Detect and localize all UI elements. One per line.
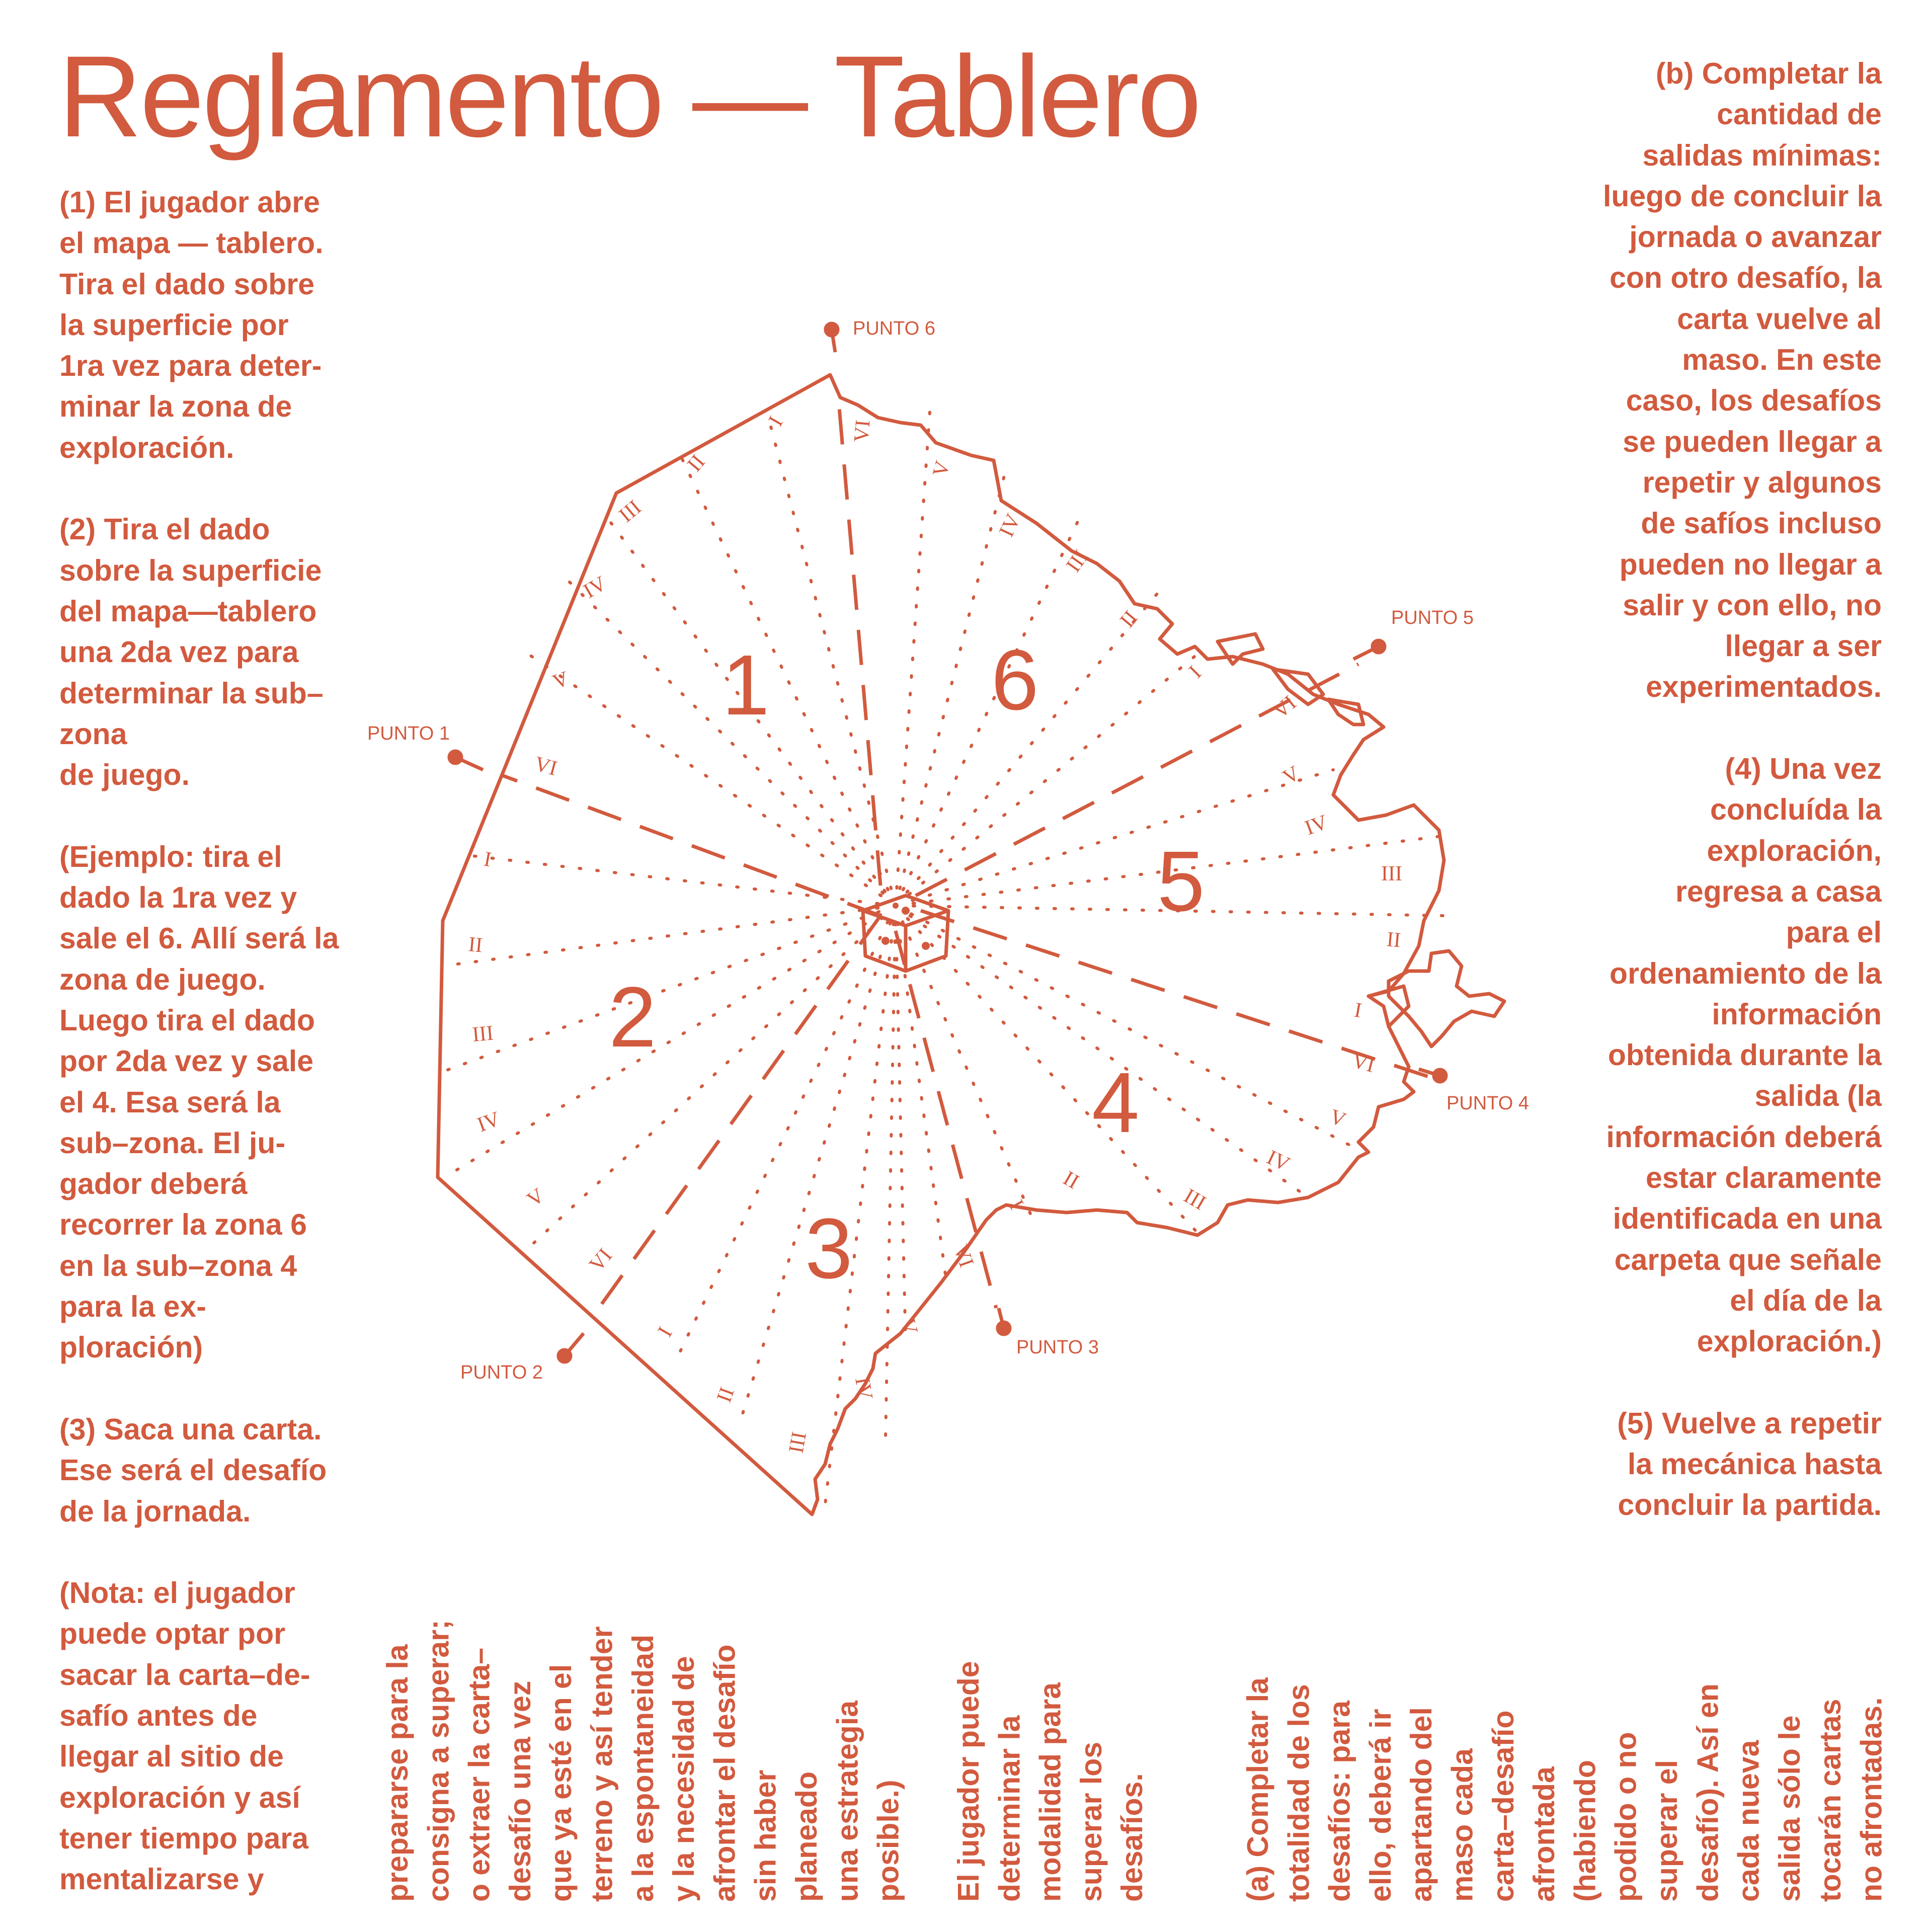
subzone-label: IV bbox=[995, 510, 1025, 541]
rules-right-column: (b) Completar la cantidad de salidas mínimas: luego de concluir la jornada o avanzar con otro desafío, la carta vuelve al maso. En este caso, los desafíos se pueden llegar a repetir y algunos de safíos incluso pueden no llegar a salir y con ello, no llegar a ser experimentados. (4) Una vez concluída la exploración, regresa a casa para el ordenamiento de la información obtenida durante la salida (la información deberá estar claramente identificada en una carpeta que señale el día de la exploración.) (5) Vuelve a repetir la mecánica hasta concluir la partida. bbox=[1602, 57, 1882, 1522]
subzone-label: II bbox=[467, 933, 484, 957]
subzone-label: VI bbox=[1349, 1049, 1378, 1078]
subzone-label: III bbox=[614, 496, 646, 527]
subzone-label: I bbox=[764, 412, 788, 430]
subzone-label: VI bbox=[585, 1244, 617, 1276]
subzone-label: II bbox=[1115, 606, 1143, 632]
subzone-label: IV bbox=[1263, 1146, 1294, 1176]
subzone-label: I bbox=[1352, 998, 1364, 1023]
subzone-label: IV bbox=[850, 1375, 877, 1402]
rules-left-column: (1) El jugador abre el mapa — tablero. Tira el dado sobre la superficie por 1ra vez para deter- minar la zona de exploración. (2) Tira el dado sobre la superficie del mapa—tablero una 2da vez para determinar la sub– zona de juego. (Ejemplo: tira el dado la 1ra vez y sale el 6. Allí será la zona de juego. Luego tira el dado por 2da vez y sale el 4. Esa será la sub–zona. El ju- gador deberá recorrer la zona 6 en la sub–zona 4 para la ex- ploración) (3) Saca una carta. Ese será el desafío de la jornada. (Nota: el jugador puede optar por sacar la carta–de- safío antes de llegar al sitio de exploración y así tener tiempo para mentalizarse y bbox=[59, 186, 339, 1896]
punto-4-label: PUNTO 4 bbox=[1446, 1093, 1530, 1114]
punto-6-label: PUNTO 6 bbox=[853, 318, 936, 339]
subzone-label: I bbox=[1004, 1196, 1028, 1214]
vertical-text-option-a: (a) Completar la totalidad de los desafíos: para ello, deberá ir apartando del maso cada carta–desafío afrontada (habiendo podido o no superar el desafío). Así en cada nueva salida sólo le tocarán cartas no afrontadas. bbox=[1241, 1677, 1888, 1902]
subzone-label: V bbox=[523, 1184, 549, 1212]
punto-3-label: PUNTO 3 bbox=[1016, 1337, 1099, 1358]
zone-separator-6 bbox=[838, 390, 880, 886]
subzone-label: IV bbox=[1302, 811, 1331, 840]
subzone-label: V bbox=[549, 667, 572, 694]
zone-separator-1 bbox=[501, 775, 880, 916]
punto-1-marker bbox=[449, 751, 461, 763]
subzone-label: V bbox=[928, 458, 955, 479]
subzone-label: V bbox=[1279, 761, 1304, 789]
subzone-label: III bbox=[1180, 1184, 1210, 1215]
zone-4-label: 4 bbox=[1092, 1055, 1140, 1151]
zone-5-label: 5 bbox=[1157, 834, 1205, 929]
zone-2-label: 2 bbox=[609, 970, 657, 1065]
subzone-label: I bbox=[653, 1323, 677, 1341]
subzone-label: III bbox=[471, 1021, 495, 1046]
punto-6-marker bbox=[826, 324, 838, 336]
subzone-label: I bbox=[1184, 661, 1206, 683]
board-outline bbox=[438, 375, 1444, 1514]
zone-3-label: 3 bbox=[805, 1201, 853, 1297]
zone-6-label: 6 bbox=[991, 632, 1039, 728]
punto-4-marker bbox=[1434, 1070, 1446, 1082]
page-title: Reglamento — Tablero bbox=[58, 32, 1200, 161]
subzone-label: IV bbox=[474, 1107, 504, 1137]
subzone-label: III bbox=[784, 1430, 812, 1455]
subzone-label: V bbox=[896, 1316, 922, 1337]
subzone-label: I bbox=[482, 847, 494, 872]
subzone-label: II bbox=[1059, 1166, 1083, 1194]
subzone-label: III bbox=[1062, 545, 1093, 577]
punto-2-label: PUNTO 2 bbox=[460, 1362, 543, 1383]
subzone-label: VI bbox=[1268, 691, 1301, 723]
punto-3-marker bbox=[998, 1322, 1010, 1334]
subzone-label: V bbox=[1326, 1105, 1349, 1132]
subzone-label: VI bbox=[850, 419, 875, 443]
vertical-text-note-continuation: prepararse para la consigna a superar; o extraer la carta– desafío una vez que ya esté en el terreno y así tender a la espontaneidad y la necesidad de afrontar el desafío sin haber planeado una estrategia posible.) bbox=[381, 1620, 905, 1902]
punto-1-label: PUNTO 1 bbox=[367, 723, 450, 744]
zone-1-label: 1 bbox=[722, 637, 770, 733]
subzone-label: II bbox=[1386, 928, 1402, 952]
subzone-label: VI bbox=[948, 1241, 978, 1271]
punto-2-marker bbox=[558, 1350, 571, 1362]
punto-5-marker bbox=[1373, 640, 1385, 653]
punto-5-label: PUNTO 5 bbox=[1391, 607, 1474, 628]
vertical-text-modality: El jugador puede determinar la modalidad para superar los desafíos. bbox=[952, 1661, 1149, 1902]
subzone-label: IV bbox=[580, 572, 611, 603]
subzone-label: VI bbox=[532, 752, 560, 781]
subzone-label: II bbox=[683, 450, 710, 476]
subzone-label: III bbox=[1381, 862, 1402, 886]
zone-separator-3 bbox=[896, 931, 996, 1308]
subzone-label: II bbox=[712, 1384, 739, 1406]
